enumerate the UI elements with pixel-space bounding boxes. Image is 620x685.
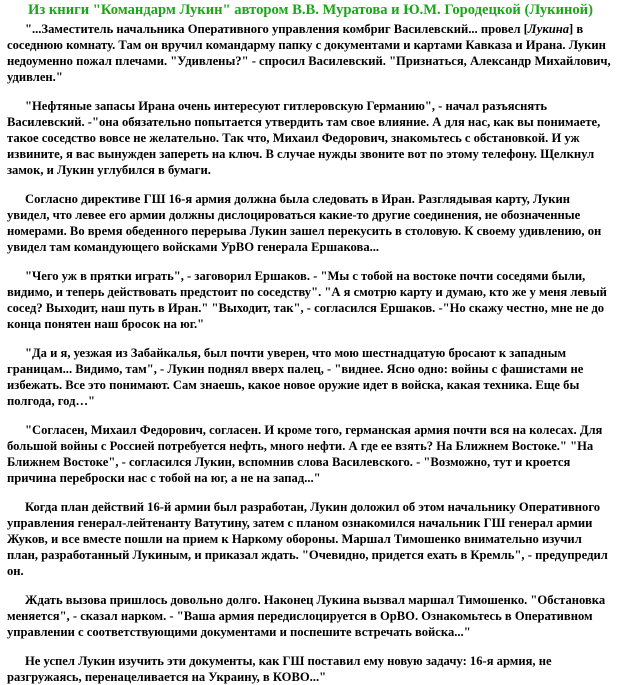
- paragraph-5-text: "Да и я, уезжая из Забайкалья, был почти уверен, что мою шестнадцатую бросают к западным границам... Видимо, там", - Лукин поднял вверх палец, - "виднее. Ясно одно: войны с фашистами не избежать. Все это понимают. Сам знаешь, какое новое оружие идет в войска, какая техника. Еще бы полгода, год…": [7, 346, 584, 408]
- paragraph-3: [7, 191, 614, 255]
- paragraph-6-text: "Согласен, Михаил Федорович, согласен. И кроме того, германская армия почти вся на колесах. Для большой войны с Россией потребуется нефть, много нефти. А где ее взять? На Ближнем Востоке." "На Ближнем Востоке", - согласился Лукин, вспомнив слова Василевского. - "Возможно, тут и кроется причина переброски нас с тобой на юг, а не на запад...": [7, 423, 603, 485]
- paragraph-7: [7, 499, 614, 579]
- paragraph-2-text: "Нефтяные запасы Ирана очень интересуют гитлеровскую Германию", - начал разъяснять Василевский. -"она обязательно попытается утвердить там свое влияние. А для нас, как вы понимаете, такое соседство вовсе не желательно. Так что, Михаил Федорович, знакомьтесь с обстановкой. И уж извините, я вас вынужден запереть на ключ. В случае нужды звоните вот по этому телефону. Щелкнул замок, и Лукин углубился в бумаги.: [7, 99, 601, 177]
- paragraph-4: [7, 268, 614, 332]
- paragraph-4-text: "Чего уж в прятки играть", - заговорил Ершаков. - "Мы с тобой на востоке почти соседями были, видимо, и теперь действовать предстоит по соседству". "А я смотрю карту и думаю, кто же у меня левый сосед? Выходит, наш путь в Иран." "Выходит, так", - согласился Ершаков. -"Но скажу честно, мне не до конца понятен наш бросок на юг.": [7, 269, 607, 331]
- paragraph-1-text-after: ] в соседнюю комнату. Там он вручил командарму папку с документами и картами Кавказа и Ирана. Лукин недоуменно пожал плечами. "Удивлены?" - спросил Василевский. "Признаться, Александр Михайлович, удивлен.": [7, 22, 611, 84]
- paragraph-1: [7, 21, 614, 85]
- paragraph-7-text: Когда план действий 16-й армии был разработан, Лукин доложил об этом начальнику Оперативного управления генерал-лейтенанту Ватутину, затем с планом ознакомился начальник ГШ генерал армии Жуков, и все вместе пошли на прием к Наркому обороны. Маршал Тимошенко внимательно изучил план, разработанный Лукиным, и приказал ждать. "Очевидно, придется ехать в Кремль", - предупредил он.: [7, 500, 608, 578]
- paragraph-1-italic-name: Лукина: [527, 22, 570, 36]
- paragraph-9: [7, 653, 614, 685]
- paragraph-3-text: Согласно директиве ГШ 16-я армия должна была следовать в Иран. Разглядывая карту, Лукин увидел, что левее его армии должны дислоцироваться какие-то другие соединения, не обозначенные номерами. Во время обеденного перерыва Лукин зашел перекусить в столовую. К своему удивлению, он увидел там командующего войсками УрВО генерала Ершакова...: [7, 192, 602, 254]
- paragraph-5: [7, 345, 614, 409]
- paragraph-6: [7, 422, 614, 486]
- paragraph-1-text-before: "...Заместитель начальника Оперативного управления комбриг Василевский... провел [: [25, 22, 528, 36]
- paragraph-8-text: Ждать вызова пришлось довольно долго. Наконец Лукина вызвал маршал Тимошенко. "Обстановка меняется", - сказал нарком. - "Ваша армия передислоцируется в ОрВО. Ознакомьтесь в Оперативном управлении с соответствующими документами и поспешите встречать войска...": [7, 593, 606, 639]
- paragraph-8: [7, 592, 614, 640]
- document-title: Из книги "Командарм Лукин" автором В.В. Муратова и Ю.М. Городецкой (Лукиной): [28, 2, 593, 18]
- paragraph-2: [7, 98, 614, 178]
- paragraph-9-text: Не успел Лукин изучить эти документы, как ГШ поставил ему новую задачу: 16-я армия, не разгружаясь, перенацеливается на Украину, в КОВО...": [7, 654, 552, 684]
